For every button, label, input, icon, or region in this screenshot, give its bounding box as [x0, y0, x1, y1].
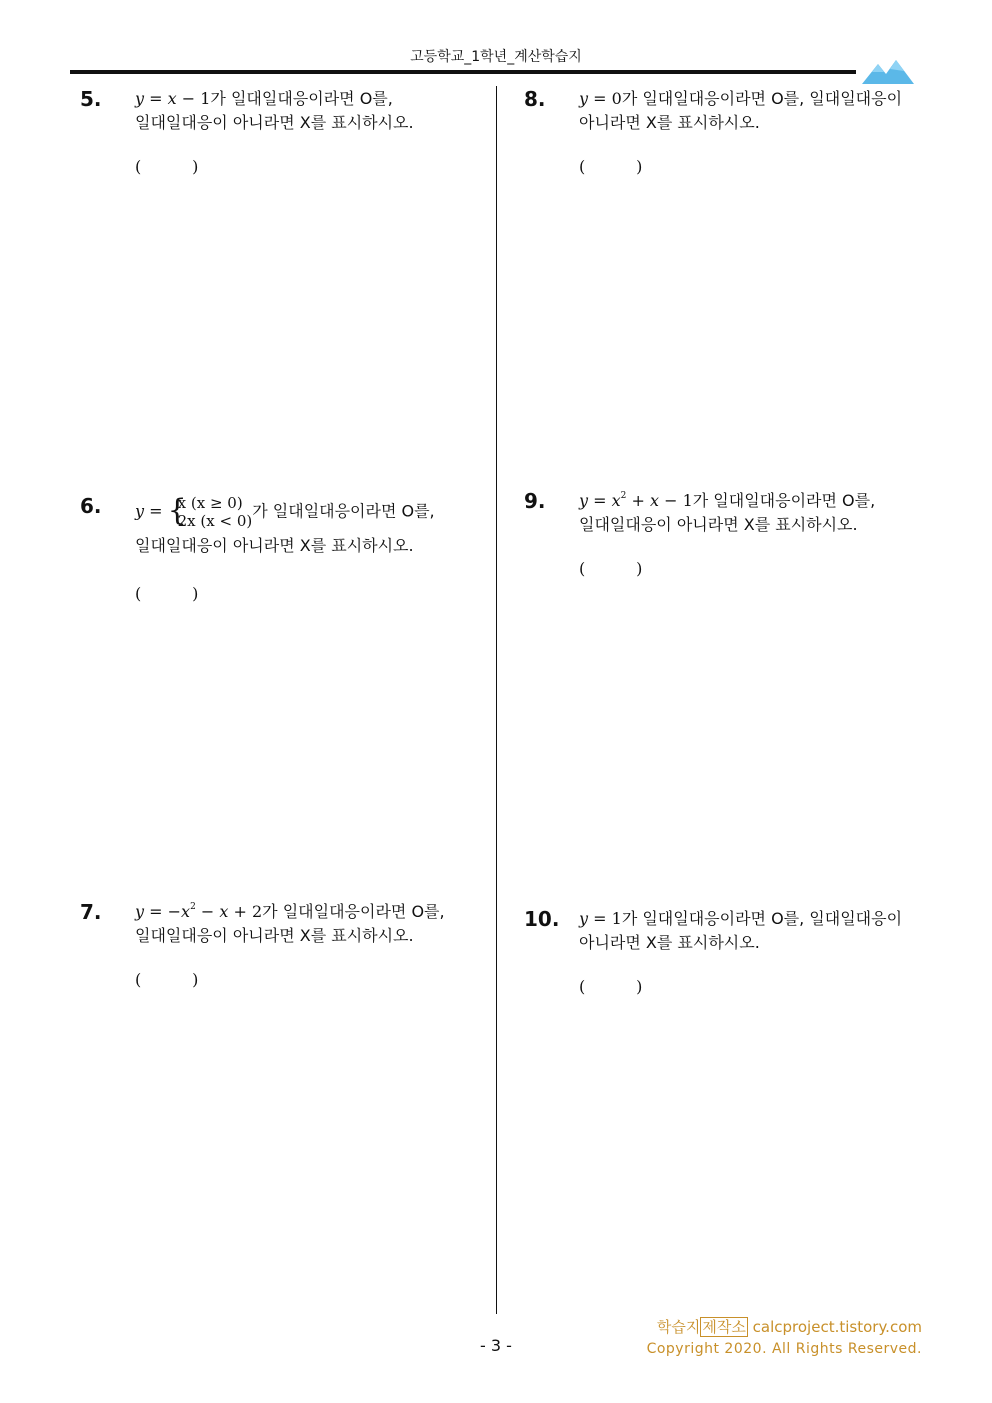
statement-line2: 아니라면 X를 표시하시오.: [579, 113, 760, 132]
statement-line2: 일대일대응이 아니라면 X를 표시하시오.: [135, 926, 414, 945]
problem-statement: [579, 489, 875, 537]
answer-blank[interactable]: ( ): [135, 157, 199, 176]
page-number: - 3 -: [480, 1336, 512, 1355]
piecewise-function: [168, 494, 253, 530]
equation-prefix: y =: [135, 501, 163, 521]
problem-statement: [135, 494, 435, 558]
statement-line1: 가 일대일대응이라면 O를, 일대일대응이: [621, 909, 903, 928]
statement-line2: 일대일대응이 아니라면 X를 표시하시오.: [579, 515, 858, 534]
statement-line2: 일대일대응이 아니라면 X를 표시하시오.: [135, 113, 414, 132]
statement-line1: 가 일대일대응이라면 O를,: [210, 89, 393, 108]
answer-blank[interactable]: ( ): [579, 157, 643, 176]
statement-line1: 가 일대일대응이라면 O를,: [692, 491, 876, 510]
copyright: Copyright 2020. All Rights Reserved.: [646, 1341, 922, 1357]
answer-blank[interactable]: ( ): [579, 559, 643, 578]
site-link[interactable]: calcproject.tistory.com: [752, 1318, 922, 1336]
equation: $y = -x^2 - x + 2$: [135, 902, 263, 921]
problem-number: 5.: [80, 87, 102, 111]
mountain-logo-icon: [860, 56, 916, 86]
statement-line1: 가 일대일대응이라면 O를, 일대일대응이: [621, 89, 903, 108]
problem-statement: [135, 900, 445, 948]
worksheet-title: 고등학교_1학년_계산학습지: [410, 49, 582, 65]
problem-number: 7.: [80, 900, 102, 924]
equation: $y = x^2 + x - 1$: [579, 491, 693, 510]
problem-number: 8.: [524, 87, 546, 111]
case-row: x (x ≥ 0): [177, 494, 243, 512]
equation: y = 1: [579, 909, 622, 928]
equation: y = x − 1: [135, 89, 211, 108]
problem-number: 6.: [80, 494, 102, 518]
brand-boxed: 제작소: [702, 1318, 746, 1336]
answer-blank[interactable]: ( ): [579, 977, 643, 996]
problem-number: 9.: [524, 489, 546, 513]
statement-line1: 가 일대일대응이라면 O를,: [252, 501, 435, 521]
problem-statement: [135, 87, 414, 135]
footer-brand: [620, 1316, 922, 1337]
column-divider: [496, 86, 497, 1314]
equation: y = 0: [579, 89, 622, 108]
case-row: 2x (x < 0): [177, 512, 253, 530]
problem-statement: [579, 907, 902, 955]
brace-icon: {: [167, 493, 187, 528]
brand-prefix: 학습지: [656, 1318, 701, 1336]
answer-blank[interactable]: ( ): [135, 970, 199, 989]
statement-line2: 아니라면 X를 표시하시오.: [579, 933, 760, 952]
statement-line2: 일대일대응이 아니라면 X를 표시하시오.: [135, 536, 414, 555]
problem-statement: [579, 87, 902, 135]
answer-blank[interactable]: ( ): [135, 584, 199, 603]
statement-line1: 가 일대일대응이라면 O를,: [262, 902, 445, 921]
problem-number: 10.: [524, 907, 560, 931]
header-rule: [70, 70, 856, 74]
